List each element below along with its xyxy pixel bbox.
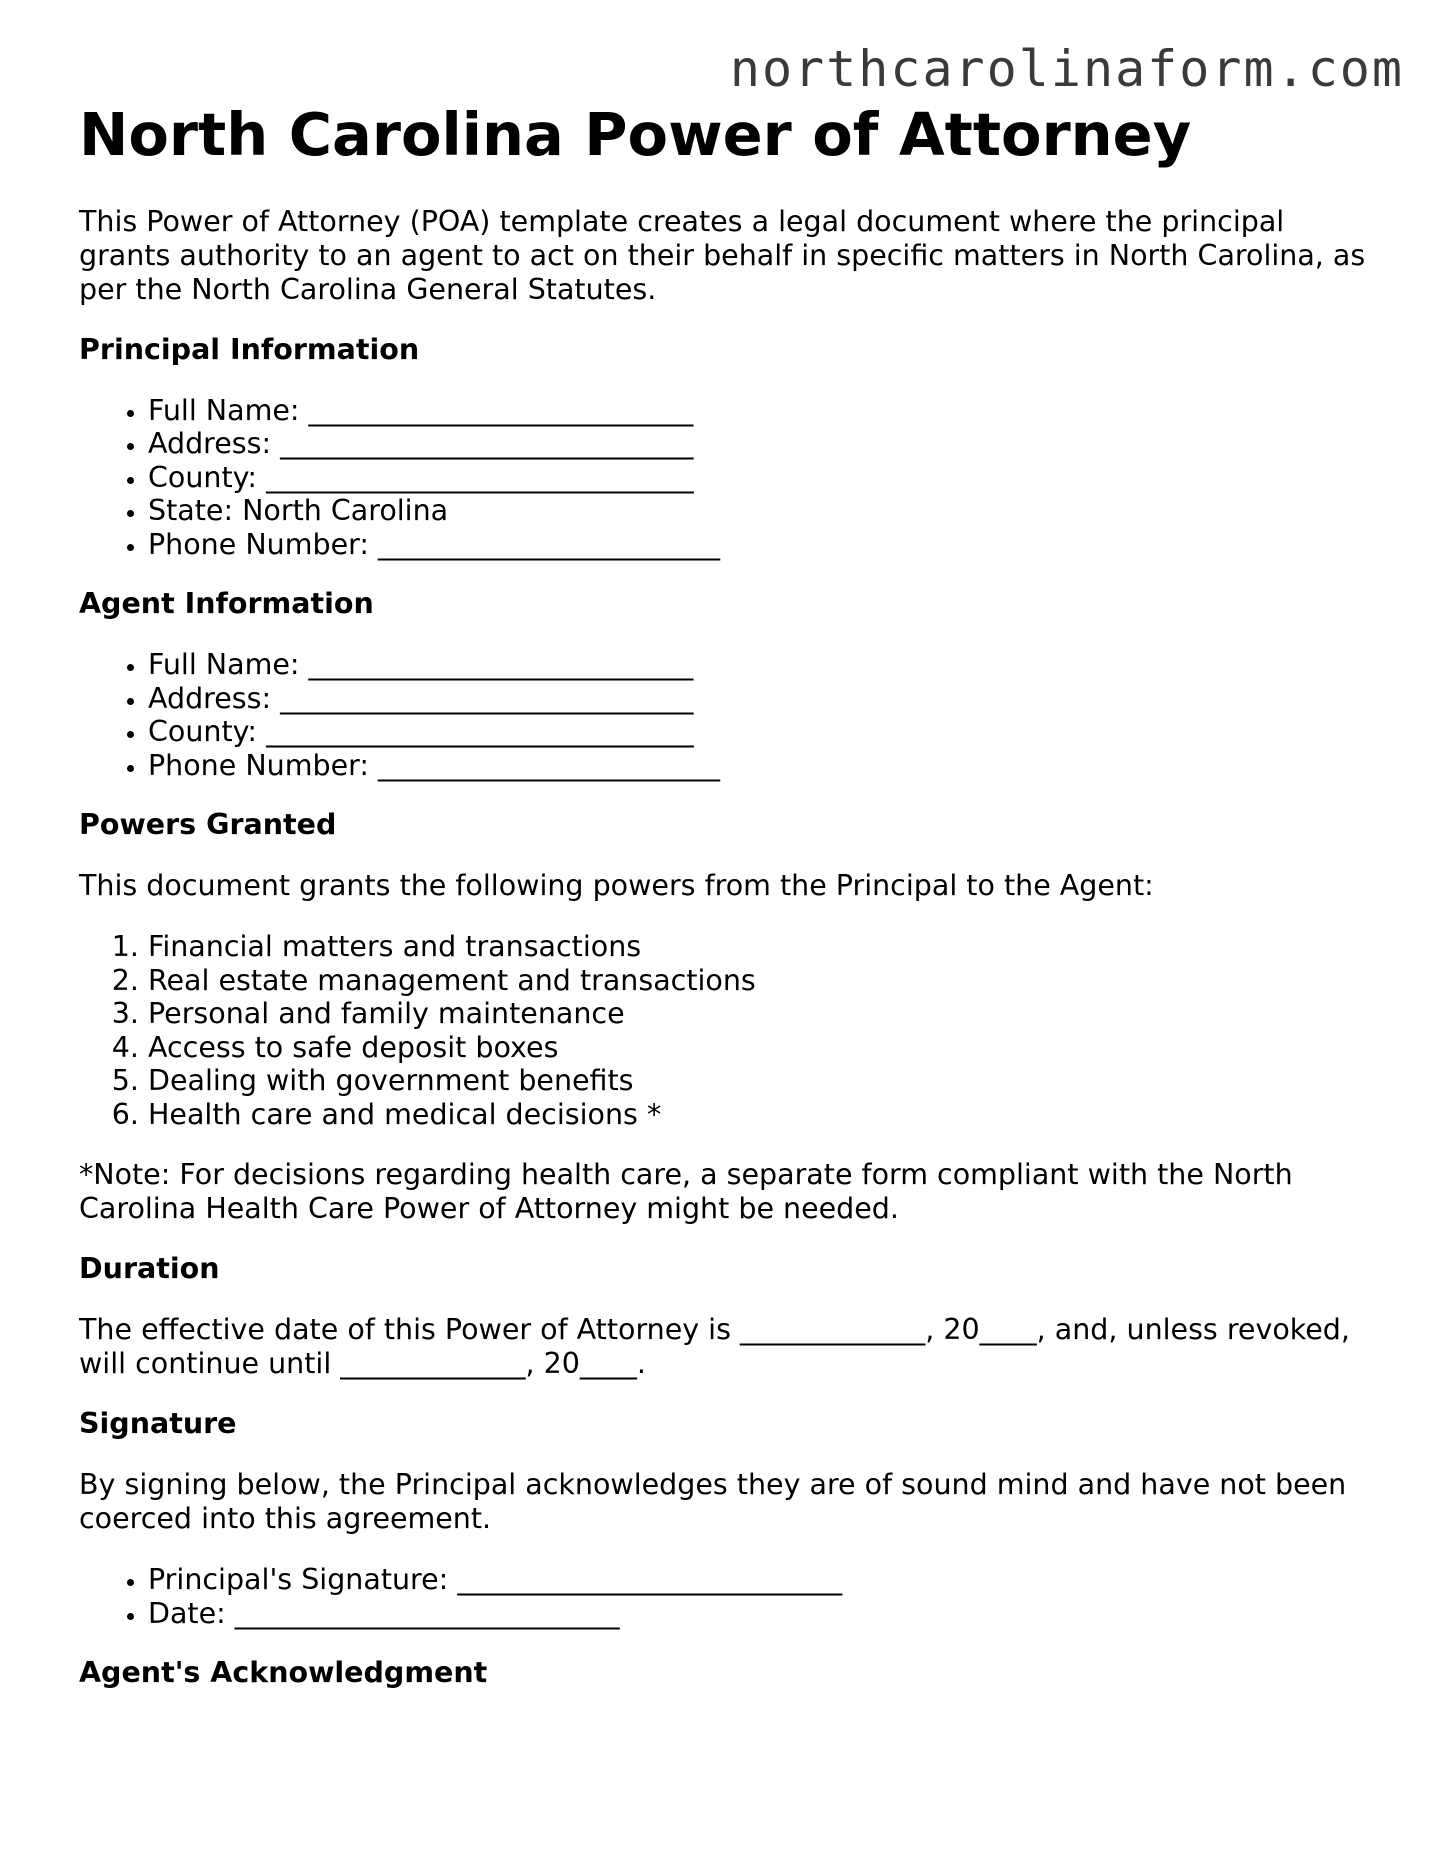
- health-care-note: *Note: For decisions regarding health care, a separate form compliant with the North Carolina Health Care Power of Attorney might be needed.: [79, 1158, 1293, 1226]
- principal-phone: • Phone Number: ________________________: [148, 528, 1369, 562]
- signature-text: By signing below, the Principal acknowledges they are of sound mind and have not been coerced into this agreement.: [79, 1468, 1347, 1536]
- signature-heading: Signature: [79, 1407, 237, 1441]
- powers-list: [79, 930, 1369, 1131]
- agent-phone: • Phone Number: ________________________: [148, 749, 1369, 783]
- power-item: 3. Personal and family maintenance: [148, 997, 1369, 1031]
- signature-list: [79, 1563, 1369, 1630]
- principal-state: • State: North Carolina: [148, 494, 1369, 528]
- powers-lead: This document grants the following powers from the Principal to the Agent:: [79, 869, 1154, 903]
- principal-signature-line: • Principal's Signature: ___________________________: [148, 1563, 1369, 1597]
- signature-date-line: • Date: ___________________________: [148, 1597, 1369, 1631]
- agent-full-name: • Full Name: ___________________________: [148, 648, 1369, 682]
- power-item: 1. Financial matters and transactions: [148, 930, 1369, 964]
- principal-county: • County: ______________________________: [148, 461, 1369, 495]
- agent-list: [79, 648, 1369, 782]
- agent-county: • County: ______________________________: [148, 715, 1369, 749]
- principal-heading: Principal Information: [79, 332, 420, 366]
- agent-acknowledgment-heading: Agent's Acknowledgment: [79, 1656, 488, 1690]
- principal-address: • Address: _____________________________: [148, 427, 1369, 461]
- powers-heading: Powers Granted: [79, 808, 337, 842]
- agent-heading: Agent Information: [79, 587, 374, 621]
- power-item: 2. Real estate management and transactions: [148, 964, 1369, 998]
- principal-full-name: • Full Name: ___________________________: [148, 394, 1369, 428]
- power-item: 6. Health care and medical decisions *: [148, 1098, 1369, 1132]
- agent-address: • Address: _____________________________: [148, 682, 1369, 716]
- duration-heading: Duration: [79, 1252, 220, 1286]
- principal-list: [79, 394, 1369, 562]
- duration-text: The effective date of this Power of Attorney is _____________, 20____, and, unless revoked, will continue until _____________, 20____.: [79, 1313, 1350, 1381]
- document-body: [79, 100, 1369, 1690]
- site-watermark: northcarolinaform.com: [729, 40, 1404, 98]
- power-item: 5. Dealing with government benefits: [148, 1064, 1369, 1098]
- intro-paragraph: This Power of Attorney (POA) template creates a legal document where the principal grants authority to an agent to act on their behalf in specific matters in North Carolina, as per the North Carolina General Statutes.: [79, 204, 1366, 306]
- power-item: 4. Access to safe deposit boxes: [148, 1031, 1369, 1065]
- page-title: North Carolina Power of Attorney: [79, 100, 1192, 169]
